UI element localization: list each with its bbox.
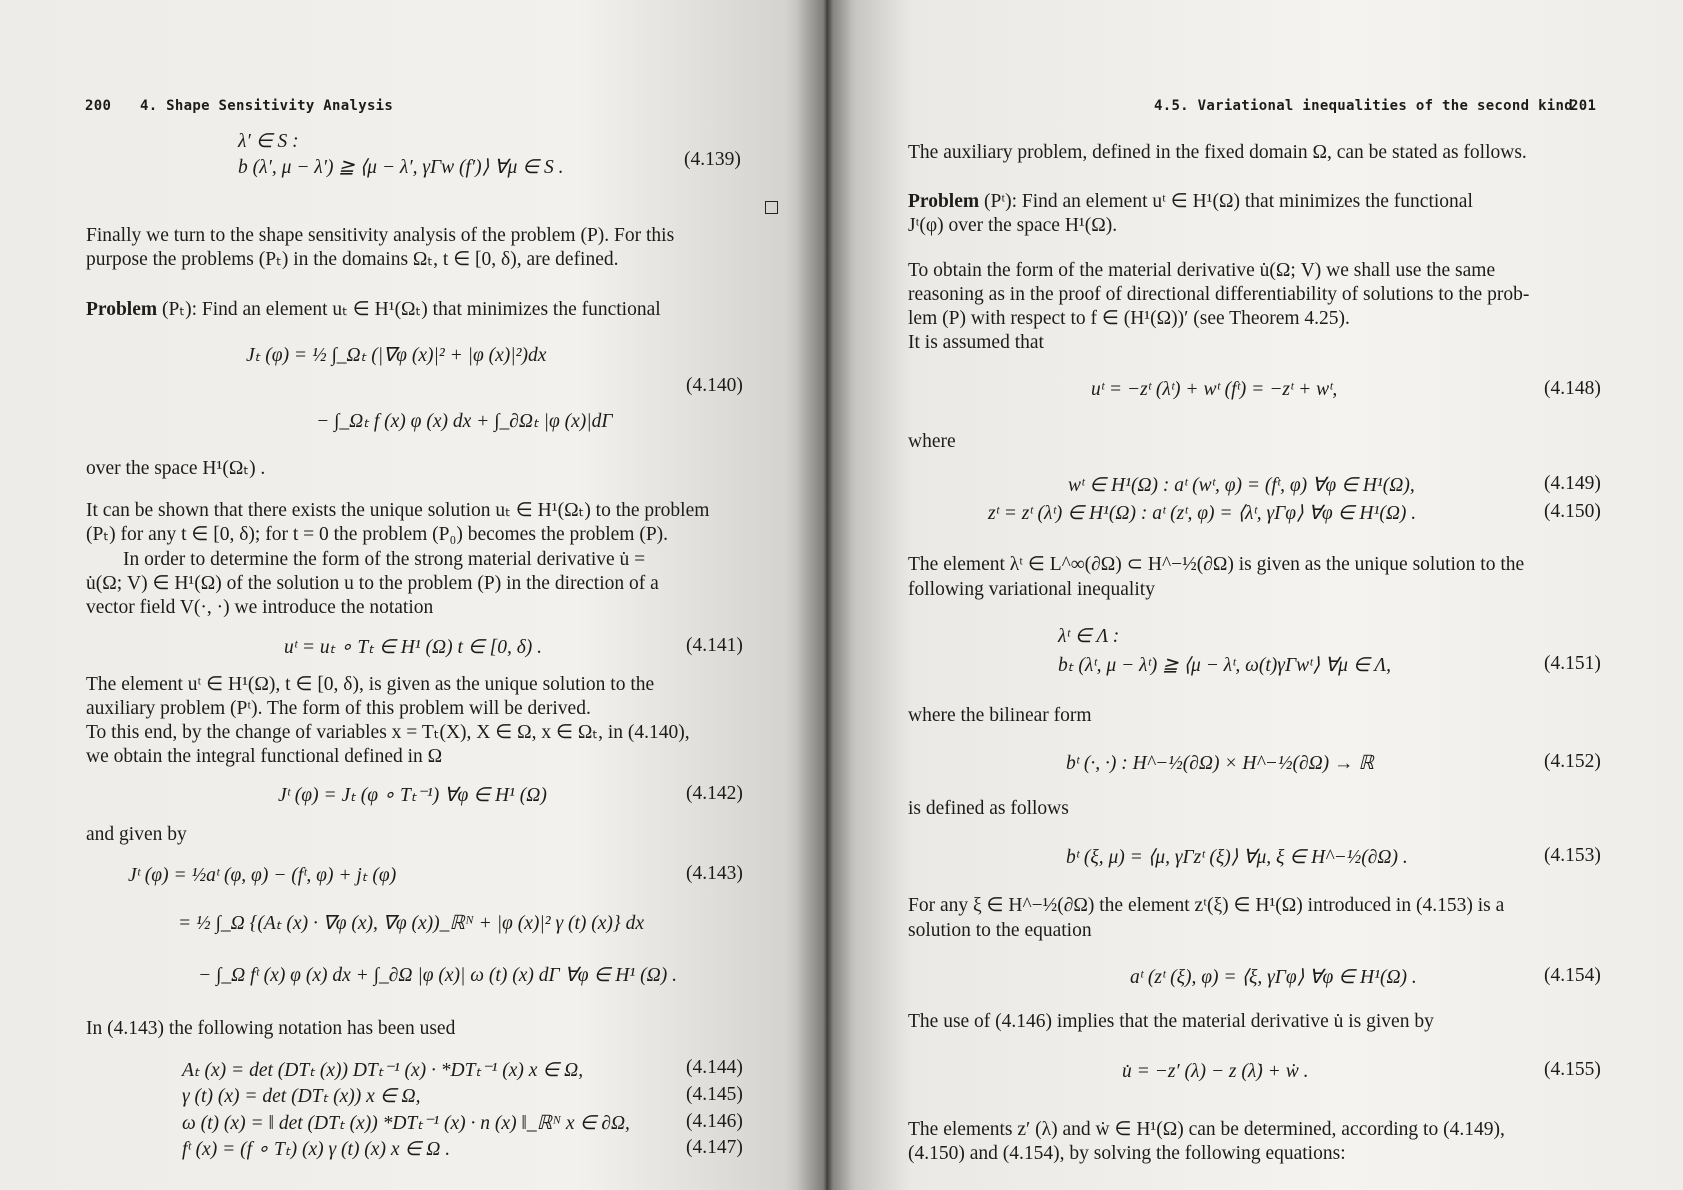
left-running-head: 4. Shape Sensitivity Analysis (140, 98, 394, 114)
eq145-number: (4.145) (686, 1084, 743, 1105)
eq153-number: (4.153) (1544, 845, 1601, 866)
problem-text-right: (Pᵗ): Find an element uᵗ ∈ H¹(Ω) that minimizes the functional (984, 191, 1473, 212)
rpara8-line2: (4.150) and (4.154), by solving the following equations: (908, 1143, 1346, 1164)
left-page (0, 0, 826, 1190)
eq155-number: (4.155) (1544, 1059, 1601, 1080)
rpara4: where the bilinear form (908, 705, 1092, 726)
para4-line3: To this end, by the change of variables x = Tₜ(X), X ∈ Ω, x ∈ Ωₜ, in (4.140), (86, 722, 690, 743)
eq143-line3: − ∫_Ω fᵗ (x) φ (x) dx + ∫_∂Ω |φ (x)| ω (t) (x) dΓ ∀φ ∈ H¹ (Ω) . (198, 965, 677, 986)
problem-label-right: Problem (908, 191, 980, 212)
eq153: bᵗ (ξ, μ) = ⟨μ, γΓzᵗ (ξ)⟩ ∀μ, ξ ∈ H^−½(∂Ω) . (1066, 847, 1408, 868)
eq149: wᵗ ∈ H¹(Ω) : aᵗ (wᵗ, φ) = (fᵗ, φ) ∀φ ∈ H¹(Ω), (1068, 475, 1415, 496)
eq155: u̇ = −z′ (λ) − z (λ̇) + ẇ . (1122, 1061, 1309, 1082)
where-label: where (908, 431, 956, 452)
rpara2-line3: lem (P) with respect to f ∈ (H¹(Ω))′ (see Theorem 4.25). (908, 308, 1350, 329)
rpara2-line1: To obtain the form of the material derivative u̇(Ω; V) we shall use the same (908, 260, 1496, 281)
para6: In (4.143) the following notation has been used (86, 1018, 456, 1039)
eq140-line2: − ∫_Ωₜ f (x) φ (x) dx + ∫_∂Ωₜ |φ (x)|dΓ (316, 411, 613, 432)
right-running-head: 4.5. Variational inequalities of the second kind (1154, 98, 1573, 114)
eq150-number: (4.150) (1544, 501, 1601, 522)
para4-line2: auxiliary problem (Pᵗ). The form of this problem will be derived. (86, 698, 591, 719)
eq147-number: (4.147) (686, 1137, 743, 1158)
eq151-line1: λᵗ ∈ Λ : (1058, 626, 1120, 647)
rpara3-line1: The element λᵗ ∈ L^∞(∂Ω) ⊂ H^−½(∂Ω) is given as the unique solution to the (908, 554, 1525, 575)
eq143-line2: = ½ ∫_Ω {(Aₜ (x) · ∇φ (x), ∇φ (x))_ℝᴺ + |φ (x)|² γ (t) (x)} dx (178, 913, 645, 934)
eq142: Jᵗ (φ) = Jₜ (φ ∘ Tₜ⁻¹) ∀φ ∈ H¹ (Ω) (278, 785, 547, 806)
problem-label: Problem (86, 299, 158, 320)
eq140-line1: Jₜ (φ) = ½ ∫_Ωₜ (|∇φ (x)|² + |φ (x)|²)dx (246, 345, 547, 366)
rpara2-line2: reasoning as in the proof of directional differentiability of solutions to the prob- (908, 284, 1530, 305)
eq148-number: (4.148) (1544, 378, 1601, 399)
eq151-number: (4.151) (1544, 653, 1601, 674)
rpara1: The auxiliary problem, defined in the fixed domain Ω, can be stated as follows. (908, 142, 1527, 163)
para2: over the space H¹(Ωₜ) . (86, 458, 266, 479)
eq141-number: (4.141) (686, 635, 743, 656)
rpara3-line2: following variational inequality (908, 579, 1155, 600)
eq154-number: (4.154) (1544, 965, 1601, 986)
eq141: uᵗ = uₜ ∘ Tₜ ∈ H¹ (Ω) t ∈ [0, δ) . (284, 637, 543, 658)
para4-line4: we obtain the integral functional defined in Ω (86, 746, 443, 767)
para1-line2: purpose the problems (Pₜ) in the domains Ωₜ, t ∈ [0, δ), are defined. (86, 249, 619, 270)
para1-line1: Finally we turn to the shape sensitivity analysis of the problem (P). For this (86, 225, 675, 246)
right-page-number: 201 (1570, 98, 1597, 114)
eq152: bᵗ (·, ·) : H^−½(∂Ω) × H^−½(∂Ω) → ℝ (1066, 753, 1374, 774)
para3-line1: It can be shown that there exists the unique solution uₜ ∈ H¹(Ωₜ) to the problem (86, 500, 710, 521)
eq146-number: (4.146) (686, 1111, 743, 1132)
eq154: aᵗ (zᵗ (ξ), φ) = ⟨ξ, γΓφ⟩ ∀φ ∈ H¹(Ω) . (1130, 967, 1417, 988)
eq150: zᵗ = zᵗ (λᵗ) ∈ H¹(Ω) : aᵗ (zᵗ, φ) = ⟨λᵗ, γΓφ⟩ ∀φ ∈ H¹(Ω) . (988, 503, 1417, 524)
problem-pt-aux-line1 (908, 190, 1473, 214)
eq139-line1: λ′ ∈ S : (238, 131, 299, 152)
rpara5: is defined as follows (908, 798, 1069, 819)
eq151-line2: bₜ (λᵗ, μ − λᵗ) ≧ ⟨μ − λᵗ, ω(t)γΓwᵗ⟩ ∀μ ∈ Λ, (1058, 655, 1391, 676)
eq140-number: (4.140) (686, 375, 743, 396)
left-page-number: 200 (85, 98, 112, 114)
para5: and given by (86, 824, 187, 845)
rpara6-line2: solution to the equation (908, 920, 1092, 941)
eq139-line2: b (λ′, μ − λ′) ≧ ⟨μ − λ′, γΓw (f′)⟩ ∀μ ∈ S . (238, 157, 564, 178)
eq152-number: (4.152) (1544, 751, 1601, 772)
eq146: ω (t) (x) = ‖ det (DTₜ (x)) *DTₜ⁻¹ (x) · n (x) ‖_ℝᴺ x ∈ ∂Ω, (182, 1113, 630, 1134)
para3-line4: u̇(Ω; V) ∈ H¹(Ω) of the solution u to the problem (P) in the direction of a (86, 573, 659, 594)
eq148: uᵗ = −zᵗ (λᵗ) + wᵗ (fᵗ) = −zᵗ + wᵗ, (1091, 379, 1338, 400)
eq149-number: (4.149) (1544, 473, 1601, 494)
rpara6-line1: For any ξ ∈ H^−½(∂Ω) the element zᵗ(ξ) ∈ H¹(Ω) introduced in (4.153) is a (908, 895, 1505, 916)
rpara7: The use of (4.146) implies that the material derivative u̇ is given by (908, 1011, 1434, 1032)
problem-pt-aux-line2: Jᵗ(φ) over the space H¹(Ω). (908, 215, 1118, 236)
eq144: Aₜ (x) = det (DTₜ (x)) DTₜ⁻¹ (x) · *DTₜ⁻¹ (x) x ∈ Ω, (182, 1060, 584, 1081)
eq143-line1: Jᵗ (φ) = ½aᵗ (φ, φ) − (fᵗ, φ) + jₜ (φ) (128, 865, 397, 886)
rpara2-line4: It is assumed that (908, 332, 1044, 353)
problem-text: (Pₜ): Find an element uₜ ∈ H¹(Ωₜ) that minimizes the functional (162, 299, 661, 320)
para3-line5: vector field V(·, ·) we introduce the notation (86, 597, 434, 618)
eq147: fᵗ (x) = (f ∘ Tₜ) (x) γ (t) (x) x ∈ Ω . (182, 1139, 451, 1160)
eq145: γ (t) (x) = det (DTₜ (x)) x ∈ Ω, (182, 1086, 421, 1107)
para3-line2: (Pₜ) for any t ∈ [0, δ); for t = 0 the problem (P₀) becomes the problem (P). (86, 524, 669, 545)
qed-box (765, 201, 778, 214)
eq139-number: (4.139) (684, 149, 741, 170)
rpara8-line1: The elements z′ (λ) and ẇ ∈ H¹(Ω) can be determined, according to (4.149), (908, 1119, 1505, 1140)
right-page (826, 0, 1683, 1190)
problem-pt-statement (86, 298, 661, 322)
para3-line3: In order to determine the form of the strong material derivative u̇ = (123, 549, 646, 570)
para4-line1: The element uᵗ ∈ H¹(Ω), t ∈ [0, δ), is given as the unique solution to the (86, 674, 655, 695)
eq143-number: (4.143) (686, 863, 743, 884)
eq144-number: (4.144) (686, 1057, 743, 1078)
eq142-number: (4.142) (686, 783, 743, 804)
